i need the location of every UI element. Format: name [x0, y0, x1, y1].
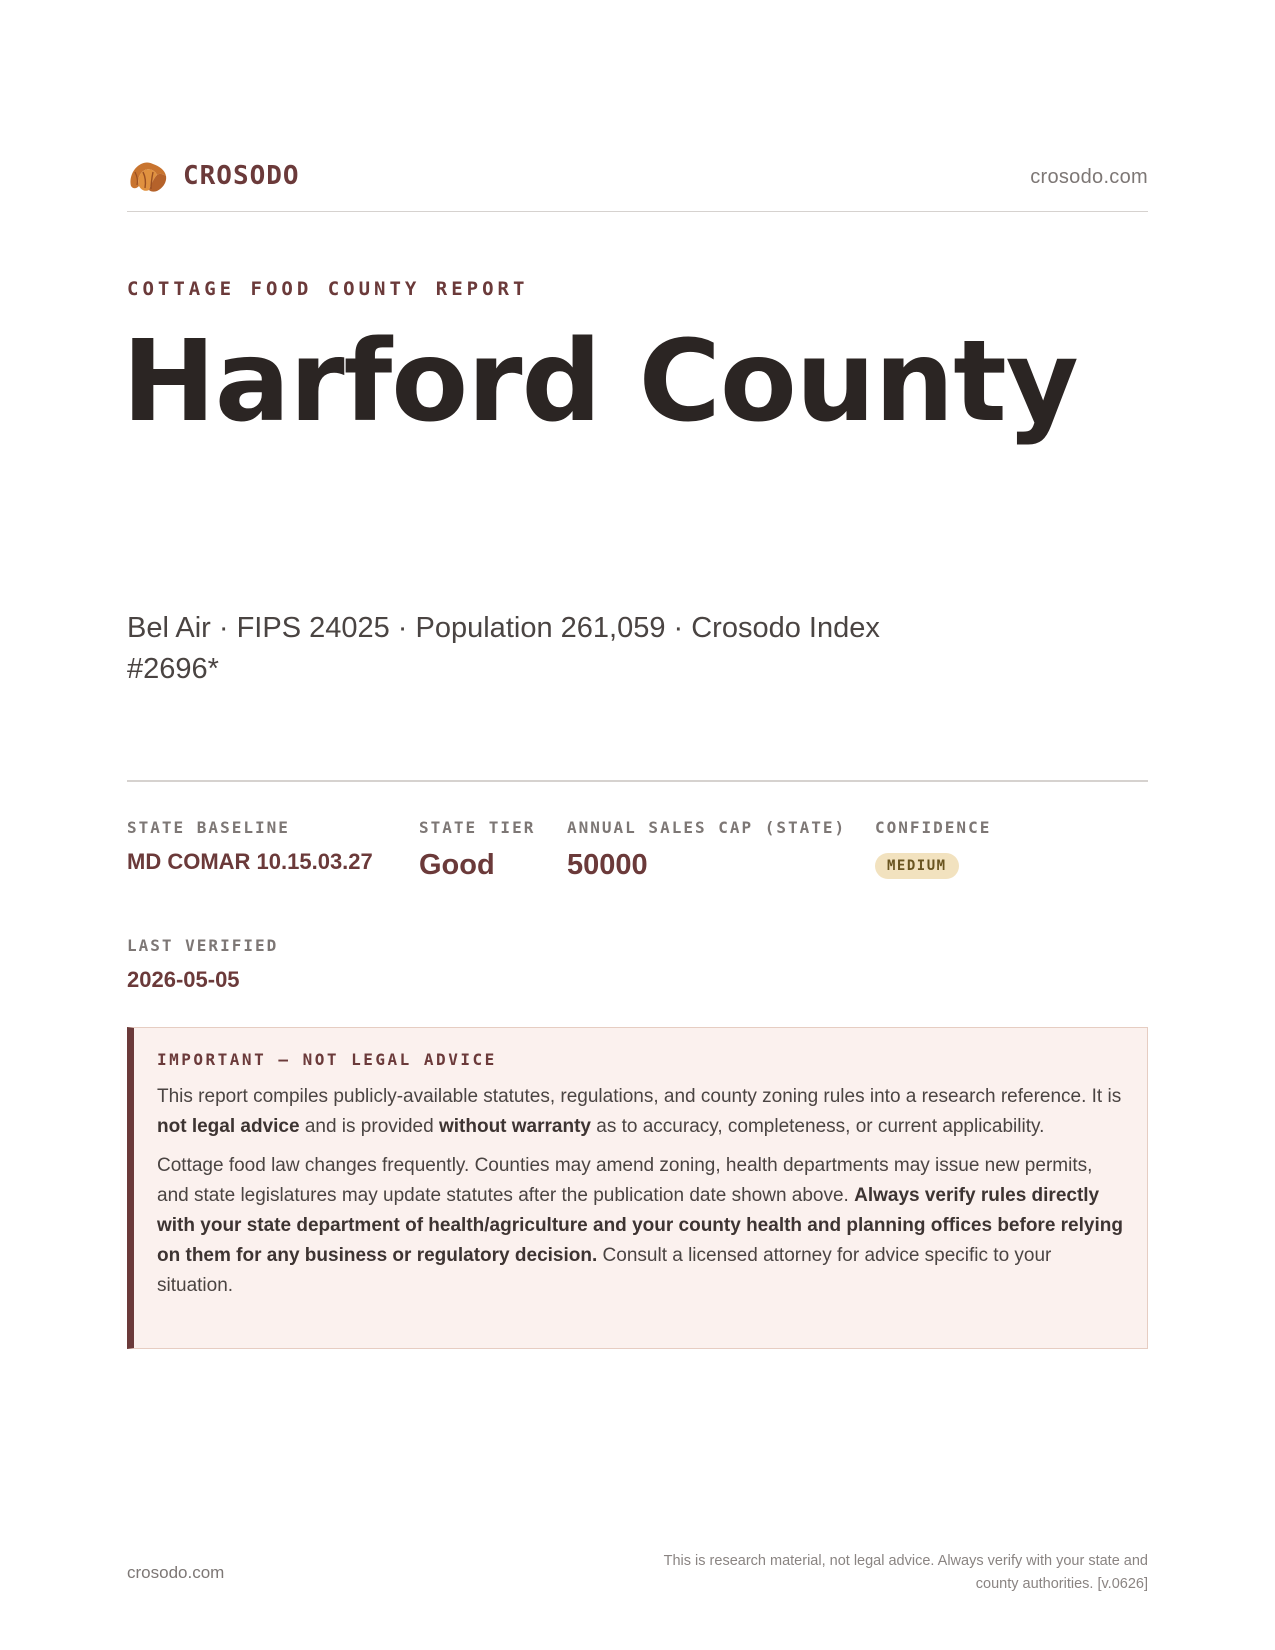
legal-notice	[127, 1027, 1148, 1349]
header-site-link[interactable]: crosodo.com	[1030, 166, 1148, 188]
brand-name: CROSODO	[183, 161, 300, 191]
stat-value: 50000	[567, 849, 648, 881]
stat-value: Good	[419, 849, 495, 881]
notice-text: Consult a licensed attorney for advice specific to your situation.	[157, 1245, 1052, 1296]
stat-value: 2026-05-05	[127, 967, 240, 992]
notice-text: as to accuracy, completeness, or current applicability.	[590, 1116, 1045, 1137]
stat-last-verified	[127, 936, 278, 993]
confidence-badge: MEDIUM	[875, 853, 959, 879]
notice-emphasis: without warranty	[438, 1116, 591, 1137]
stat-label: STATE TIER	[419, 818, 536, 837]
stat-label: LAST VERIFIED	[127, 936, 279, 955]
stat-confidence	[875, 818, 991, 879]
notice-text: Cottage food law changes frequently. Counties may amend zoning, health departments may issue new permits, and state legislatures may update statutes after the publication date shown above.	[157, 1155, 1093, 1206]
stat-sales-cap	[567, 818, 846, 882]
report-eyebrow: COTTAGE FOOD COUNTY REPORT	[127, 278, 529, 300]
stat-value: MD COMAR 10.15.03.27	[127, 849, 373, 874]
footer-disclaimer: This is research material, not legal advice. Always verify with your state and county authorities. [v.0626]	[663, 1553, 1148, 1592]
page-header	[127, 156, 1148, 212]
notice-text: and is provided	[299, 1116, 439, 1137]
stat-state-tier	[419, 818, 535, 882]
notice-paragraph	[157, 1151, 1123, 1301]
page-title: Harford County	[122, 317, 1078, 447]
notice-emphasis: Always verify rules directly with your state department of health/agriculture and your county health and planning offices before relying on them for any business or regulatory decision.	[157, 1185, 1123, 1266]
stat-label: STATE BASELINE	[127, 818, 290, 837]
county-subtitle: Bel Air · FIPS 24025 · Population 261,059 · Crosodo Index #2696*	[127, 612, 880, 685]
brand[interactable]	[127, 156, 300, 196]
stat-label: ANNUAL SALES CAP (STATE)	[567, 818, 847, 837]
stat-label: CONFIDENCE	[875, 818, 992, 837]
notice-text: This report compiles publicly-available statutes, regulations, and county zoning rules into a research reference. It is	[157, 1086, 1122, 1107]
section-divider	[127, 780, 1148, 782]
croissant-icon	[127, 156, 169, 196]
notice-emphasis: not legal advice	[157, 1116, 300, 1137]
footer-site-link[interactable]: crosodo.com	[127, 1563, 225, 1582]
notice-title: IMPORTANT — NOT LEGAL ADVICE	[157, 1050, 497, 1069]
stat-state-baseline	[127, 818, 373, 875]
notice-paragraph	[157, 1082, 1123, 1142]
